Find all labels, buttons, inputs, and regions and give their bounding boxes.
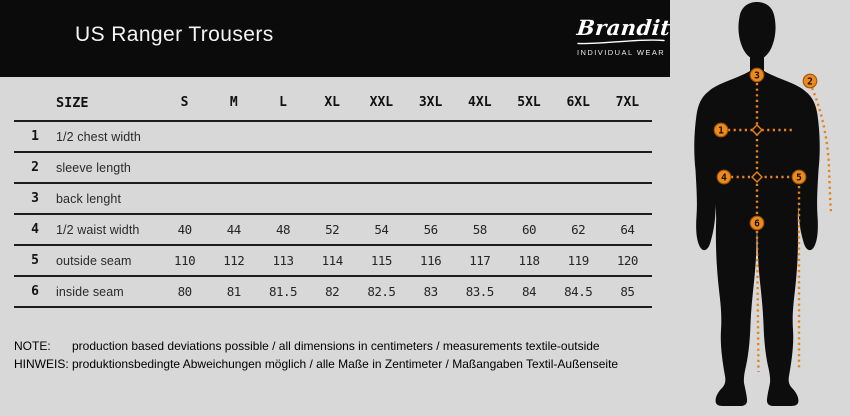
size-value-cell: 40 xyxy=(177,222,192,237)
marker-number: 6 xyxy=(754,218,760,230)
brand-logo xyxy=(575,15,672,57)
table-body xyxy=(14,122,652,308)
row-number: 1 xyxy=(31,129,39,144)
hinweis-text: produktionsbedingte Abweichungen möglich / alle Maße in Zentimeter / Maßangaben Textil-Außenseite xyxy=(72,357,619,371)
note-line-de xyxy=(14,355,659,373)
size-column-header: 4XL xyxy=(468,95,492,110)
marker-number: 5 xyxy=(796,172,802,184)
measurement-marker-1 xyxy=(714,123,728,137)
measurement-marker-6 xyxy=(750,216,764,230)
table-row xyxy=(14,277,652,308)
table-row xyxy=(14,153,652,184)
size-column-header: S xyxy=(180,95,189,110)
size-value-cell: 54 xyxy=(374,222,389,237)
measurement-marker-2 xyxy=(803,74,817,88)
page-title: US Ranger Trousers xyxy=(75,23,274,46)
marker-number: 3 xyxy=(754,70,760,82)
size-value-cell: 119 xyxy=(567,253,589,268)
brand-name: Brandit xyxy=(575,15,672,40)
marker-number: 2 xyxy=(807,76,813,88)
brand-tagline: INDIVIDUAL WEAR xyxy=(577,48,666,57)
row-label: inside seam xyxy=(56,284,124,299)
size-value-cell: 116 xyxy=(420,253,442,268)
size-column-header: M xyxy=(229,95,238,110)
table-row xyxy=(14,184,652,215)
size-column-header: 6XL xyxy=(566,95,590,110)
row-number: 2 xyxy=(31,160,39,175)
row-label: sleeve length xyxy=(56,160,131,175)
size-value-cell: 118 xyxy=(518,253,540,268)
table-row xyxy=(14,215,652,246)
size-value-cell: 85 xyxy=(620,284,635,299)
size-value-cell: 110 xyxy=(174,253,196,268)
row-number: 3 xyxy=(31,191,39,206)
size-column-header: L xyxy=(279,95,287,110)
size-value-cell: 114 xyxy=(321,253,343,268)
table-row xyxy=(14,122,652,153)
size-value-cell: 115 xyxy=(370,253,392,268)
size-value-cell: 84 xyxy=(521,284,537,299)
measurement-marker-4 xyxy=(717,170,731,184)
size-value-cell: 64 xyxy=(620,222,635,237)
notes-section xyxy=(14,337,659,373)
measurement-marker-3 xyxy=(750,68,764,82)
row-label: 1/2 waist width xyxy=(56,222,140,237)
size-value-cell: 48 xyxy=(275,222,291,237)
hinweis-label: HINWEIS: xyxy=(14,357,69,371)
size-column-header: 3XL xyxy=(418,95,443,110)
size-value-cell: 113 xyxy=(272,253,294,268)
row-label: outside seam xyxy=(56,253,132,268)
size-value-cell: 80 xyxy=(177,284,192,299)
size-value-cell: 44 xyxy=(226,222,241,237)
marker-number: 1 xyxy=(718,125,724,137)
header-bar xyxy=(0,0,670,77)
size-value-cell: 58 xyxy=(472,222,487,237)
size-value-cell: 120 xyxy=(616,253,638,268)
size-column-header: 5XL xyxy=(517,95,541,110)
size-value-cell: 81 xyxy=(226,284,241,299)
size-column-header: XXL xyxy=(369,95,394,110)
size-value-cell: 117 xyxy=(469,253,491,268)
size-value-cell: 60 xyxy=(521,222,537,237)
row-number: 6 xyxy=(31,284,39,299)
size-value-cell: 81.5 xyxy=(268,284,298,299)
size-column-header: 7XL xyxy=(615,95,640,110)
size-table xyxy=(14,85,652,308)
size-column-header: XL xyxy=(324,95,341,110)
size-value-cell: 83.5 xyxy=(465,284,494,299)
row-label: 1/2 chest width xyxy=(56,129,141,144)
table-header-row xyxy=(14,85,652,122)
size-value-cell: 83 xyxy=(423,284,438,299)
size-value-cell: 82.5 xyxy=(367,284,396,299)
note-label: NOTE: xyxy=(14,339,51,353)
marker-number: 4 xyxy=(721,172,727,184)
size-label: SIZE xyxy=(56,94,89,111)
size-value-cell: 84.5 xyxy=(564,284,593,299)
size-value-cell: 82 xyxy=(325,284,340,299)
row-label: back lenght xyxy=(56,191,122,206)
size-value-cell: 56 xyxy=(423,222,438,237)
figure-panel xyxy=(670,0,850,416)
size-value-cell: 112 xyxy=(223,253,245,268)
table-row xyxy=(14,246,652,277)
note-text: production based deviations possible / all dimensions in centimeters / measurements textile-outside xyxy=(72,339,600,353)
size-value-cell: 62 xyxy=(571,222,586,237)
row-number: 5 xyxy=(31,253,39,268)
row-number: 4 xyxy=(31,222,39,237)
measurement-marker-5 xyxy=(792,170,806,184)
size-value-cell: 52 xyxy=(325,222,340,237)
note-line-en xyxy=(14,337,659,355)
